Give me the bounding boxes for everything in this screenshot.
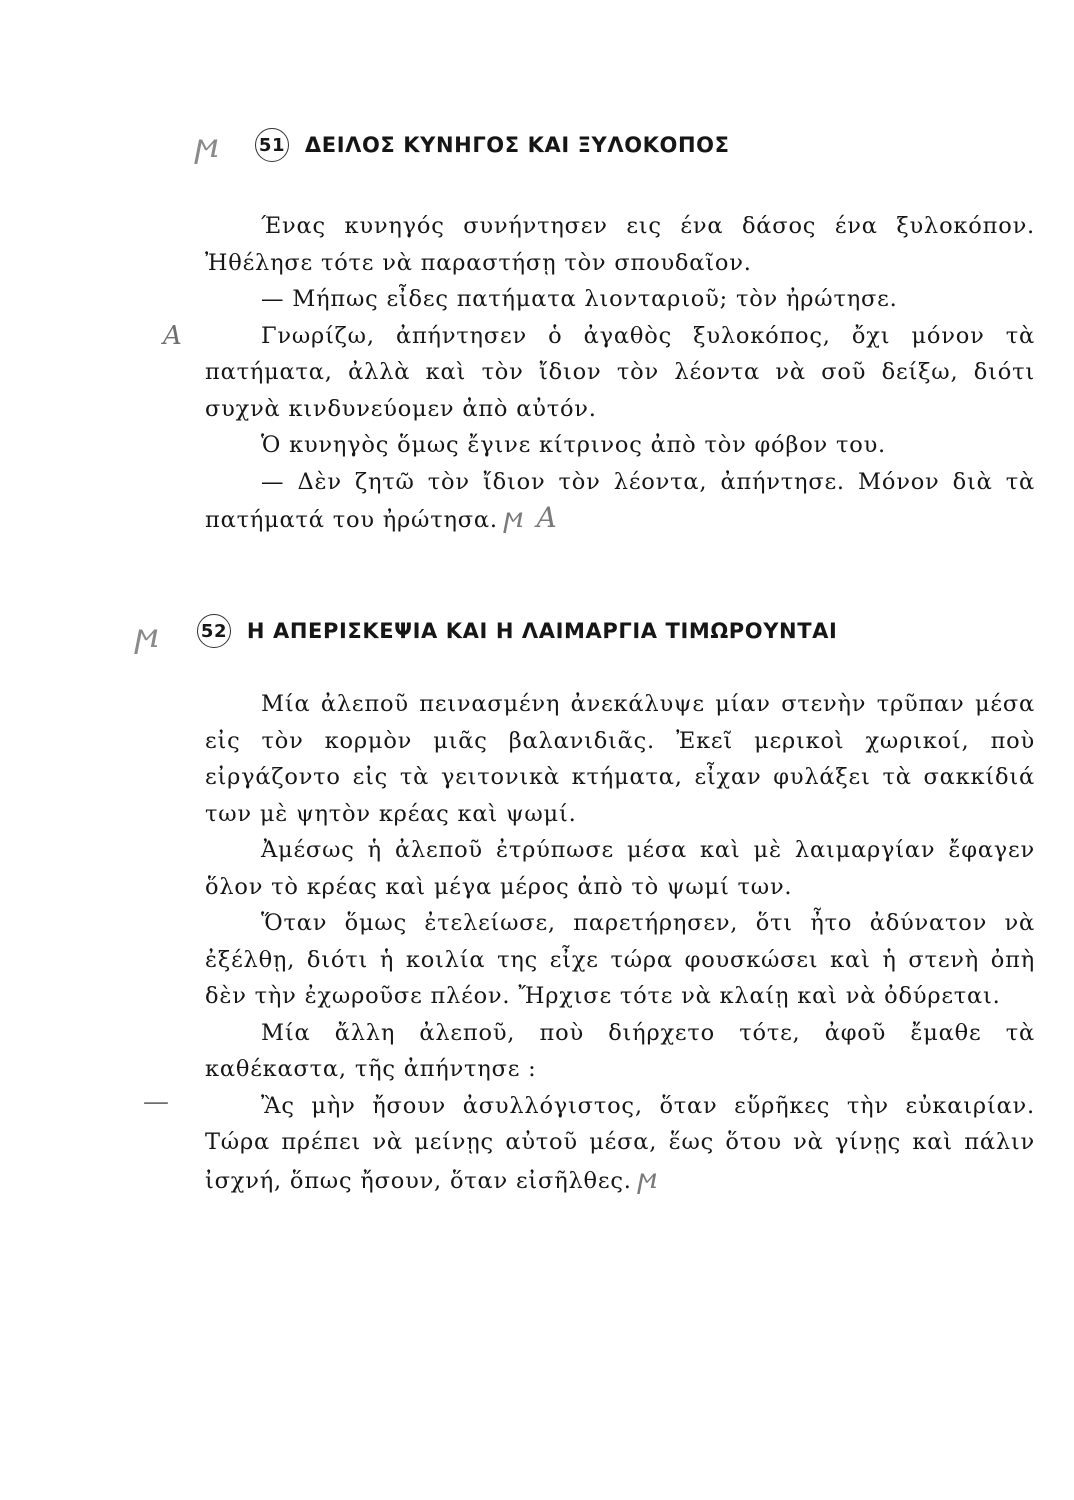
handwritten-mark: ϻ <box>195 126 220 166</box>
handwritten-mark: A <box>163 320 183 351</box>
paragraph <box>205 427 1035 464</box>
paragraph <box>205 905 1035 1015</box>
handwritten-mark: ϻ <box>503 501 525 534</box>
paragraph-text: Γνωρίζω, ἀπήντησεν ὁ ἀγαθὸς ξυλοκόπος, ὄχι μόνον τὰ πατήματα, ἀλλὰ καὶ τὸν ἴδιον τὸν λέοντα νὰ σοῦ δείξω, διότι συχνὰ κινδυνεύομεν ἀπὸ αὐτόν. <box>205 322 1035 422</box>
paragraph <box>205 832 1035 905</box>
story-title: ΔΕΙΛΟΣ ΚΥΝΗΓΟΣ ΚΑΙ ΞΥΛΟΚΟΠΟΣ <box>304 133 730 157</box>
story-number: 51 <box>255 128 289 162</box>
paragraph <box>205 686 1035 832</box>
paragraph-text: Ὁ κυνηγὸς ὅμως ἔγινε κίτρινος ἀπὸ τὸν φόβον του. <box>261 432 887 458</box>
handwritten-mark: A <box>536 501 558 534</box>
paragraph-text: Μία ἄλλη ἀλεποῦ, ποὺ διήρχετο τότε, ἀφοῦ ἔμαθε τὰ καθέκαστα, τῆς ἀπήντησε : <box>205 1019 1035 1082</box>
story-heading <box>195 122 1035 166</box>
paragraph-text: Ἀμέσως ἡ ἀλεποῦ ἐτρύπωσε μέσα καὶ μὲ λαιμαργίαν ἔφαγεν ὅλον τὸ κρέας καὶ μέγα μέρος ἀπὸ τὸ ψωμί των. <box>205 837 1035 900</box>
paragraph <box>205 281 1035 318</box>
paragraph <box>205 464 1035 539</box>
story-body <box>143 686 1035 1199</box>
story-title: Η ΑΠΕΡΙΣΚΕΨΙΑ ΚΑΙ Η ΛΑΙΜΑΡΓΙΑ ΤΙΜΩΡΟΥΝΤΑΙ <box>246 619 838 643</box>
handwritten-mark: — <box>143 1086 170 1117</box>
paragraph <box>205 1015 1035 1088</box>
paragraph <box>205 208 1035 281</box>
paragraph <box>163 318 1035 428</box>
story-heading <box>135 608 1035 656</box>
paragraph-text: Ἂς μὴν ἤσουν ἀσυλλόγιστος, ὅταν εὕρῆκες τὴν εὐκαιρίαν. Τώρα πρέπει νὰ μείνῃς αὐτοῦ μέσα, ἕως ὅτου νὰ γίνῃς καὶ πάλιν ἰσχνή, ὅπως ἤσουν, ὅταν εἰσῆλθες. <box>205 1092 1035 1194</box>
handwritten-mark: ϻ <box>637 1161 659 1195</box>
story-number: 52 <box>197 614 231 648</box>
story-body <box>163 208 1035 539</box>
paragraph-text: Μία ἀλεποῦ πεινασμένη ἀνεκάλυψε μίαν στενὴν τρῦπαν μέσα εἰς τὸν κορμὸν μιᾶς βαλανιδιᾶς. Ἐκεῖ μερικοὶ χωρικοί, ποὺ εἰργάζοντο εἰς τὰ γειτονικὰ κτήματα, εἶχαν φυλάξει τὰ σακκίδιά των μὲ ψητὸν κρέας καὶ ψωμί. <box>205 691 1035 827</box>
paragraph-text: — Δὲν ζητῶ τὸν ἴδιον τὸν λέοντα, ἀπήντησε. Μόνον διὰ τὰ πατήματά του ἠρώτησα. <box>205 468 1035 533</box>
paragraph-text: — Μήπως εἶδες πατήματα λιονταριοῦ; τὸν ἠρώτησε. <box>261 286 898 312</box>
paragraph-text: Ὅταν ὅμως ἐτελείωσε, παρετήρησεν, ὅτι ἦτο ἀδύνατον νὰ ἐξέλθῃ, διότι ἡ κοιλία της εἶχε τώρα φουσκώσει καὶ ἡ στενὴ ὀπὴ δὲν τὴν ἐχωροῦσε πλέον. Ἤρχισε τότε νὰ κλαίῃ καὶ νὰ ὀδύρεται. <box>205 910 1035 1009</box>
paragraph-text: Ένας κυνηγός συνήντησεν εις ένα δάσος ένα ξυλοκόπον. Ἠθέλησε τότε νὰ παραστήσῃ τὸν σπουδαῖον. <box>205 213 1035 276</box>
paragraph <box>143 1086 1035 1200</box>
handwritten-mark: ϻ <box>135 616 160 656</box>
story-52 <box>135 608 1035 1199</box>
story-51 <box>163 122 1035 539</box>
